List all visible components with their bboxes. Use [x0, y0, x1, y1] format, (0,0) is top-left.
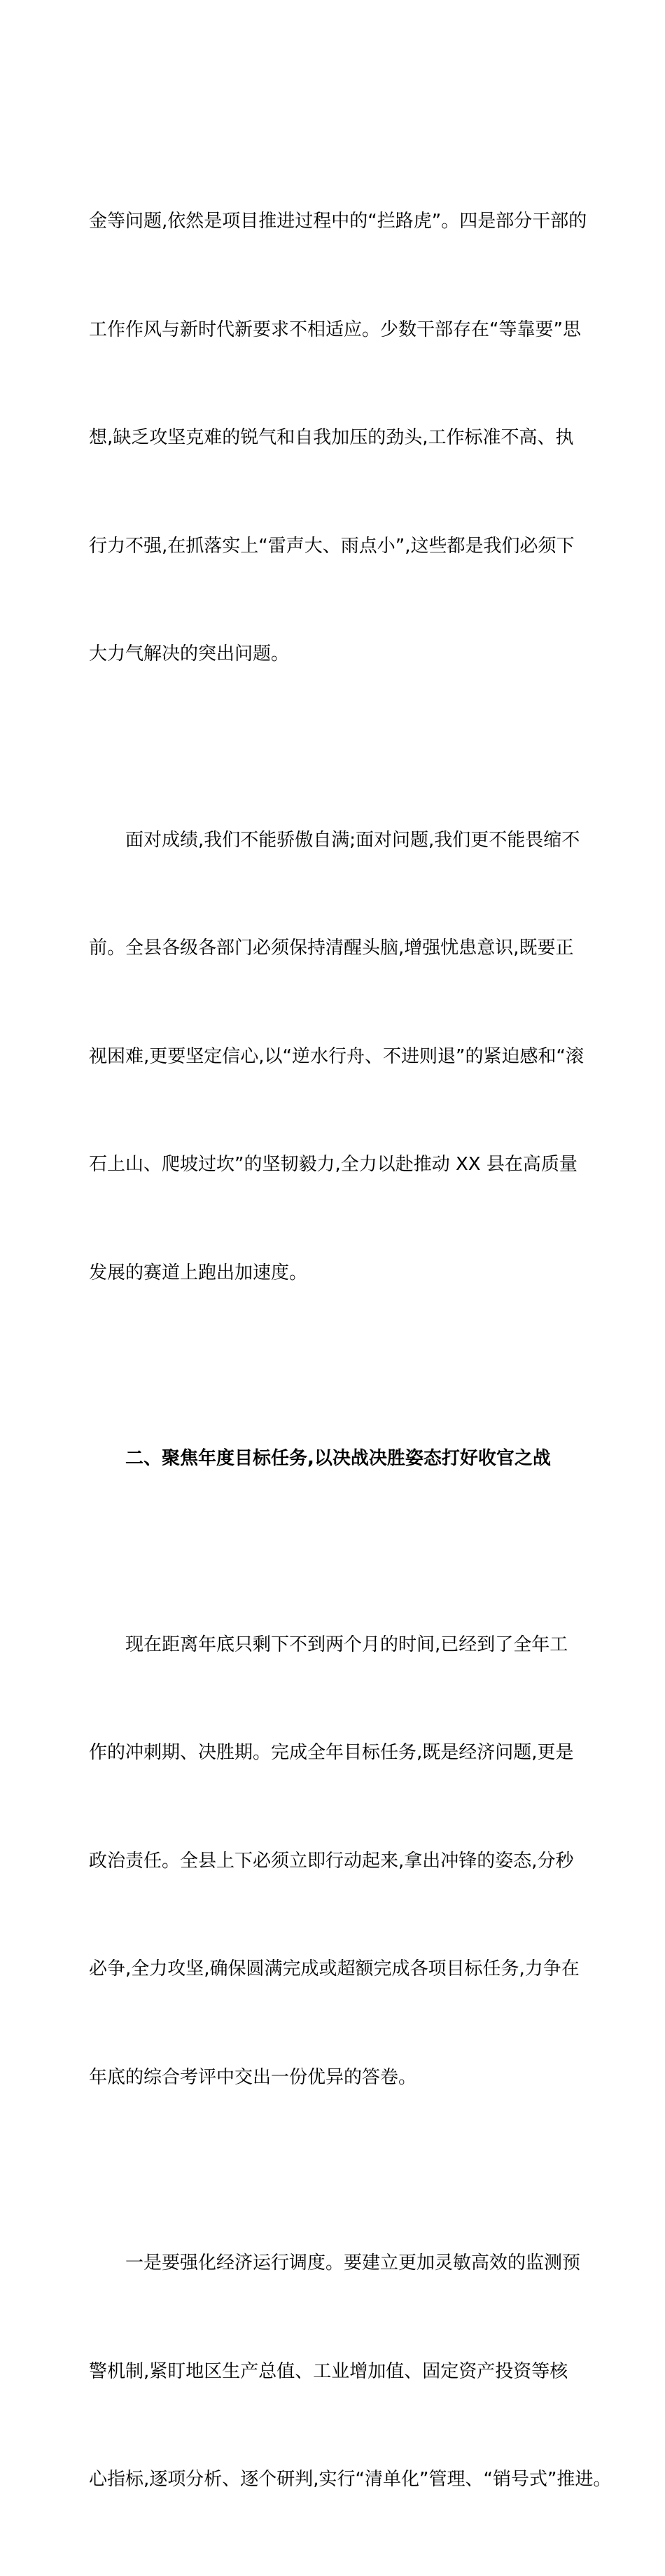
text-line: 一是要强化经济运行调度。要建立更加灵敏高效的监测预 [125, 2253, 581, 2274]
text-line: 想,缺乏攻坚克难的锐气和自我加压的劲头,工作标准不高、执 [89, 427, 574, 448]
text-line: 工作作风与新时代新要求不相适应。少数干部存在“等靠要”思 [89, 319, 581, 340]
text-line: 必争,全力攻坚,确保圆满完成或超额完成各项目标任务,力争在 [89, 1958, 580, 1979]
text-line: 行力不强,在抓落实上“雷声大、雨点小”,这些都是我们必须下 [89, 535, 575, 557]
text-line: 大力气解决的突出问题。 [89, 643, 290, 664]
text-line: 警机制,紧盯地区生产总值、工业增加值、固定资产投资等核 [89, 2360, 568, 2382]
text-line: 作的冲刺期、决胜期。完成全年目标任务,既是经济问题,更是 [89, 1742, 574, 1763]
text-line: 石上山、爬坡过坎”的坚韧毅力,全力以赴推动 XX 县在高质量 [89, 1154, 578, 1175]
heading-text: 二、聚焦年度目标任务,以决战决胜姿态打好收官之战 [125, 1448, 551, 1469]
document-body [89, 132, 612, 2576]
text-line: 金等问题,依然是项目推进过程中的“拦路虎”。四是部分干部的 [89, 211, 587, 232]
paragraph-economic-dispatch [89, 2173, 612, 2570]
text-line: 现在距离年底只剩下不到两个月的时间,已经到了全年工 [125, 1634, 568, 1655]
text-line: 年底的综合考评中交出一份优异的答卷。 [89, 2066, 417, 2088]
text-line: 心指标,逐项分析、逐个研判,实行“清单化”管理、“销号式”推进。 [89, 2469, 612, 2490]
paragraph-problems-continued [89, 132, 593, 745]
text-line: 视困难,更要坚定信心,以“逆水行舟、不进则退”的紧迫感和“滚 [89, 1045, 584, 1067]
text-line: 面对成绩,我们不能骄傲自满;面对问题,我们更不能畏缩不 [125, 829, 580, 851]
paragraph-facing-achievements [89, 751, 593, 1364]
paragraph-year-end [89, 1555, 593, 2168]
section-heading [89, 1369, 593, 1550]
text-line: 政治责任。全县上下必须立即行动起来,拿出冲锋的姿态,分秒 [89, 1850, 574, 1872]
text-line: 前。全县各级各部门必须保持清醒头脑,增强忧患意识,既要正 [89, 938, 574, 959]
text-line: 发展的赛道上跑出加速度。 [89, 1262, 308, 1283]
